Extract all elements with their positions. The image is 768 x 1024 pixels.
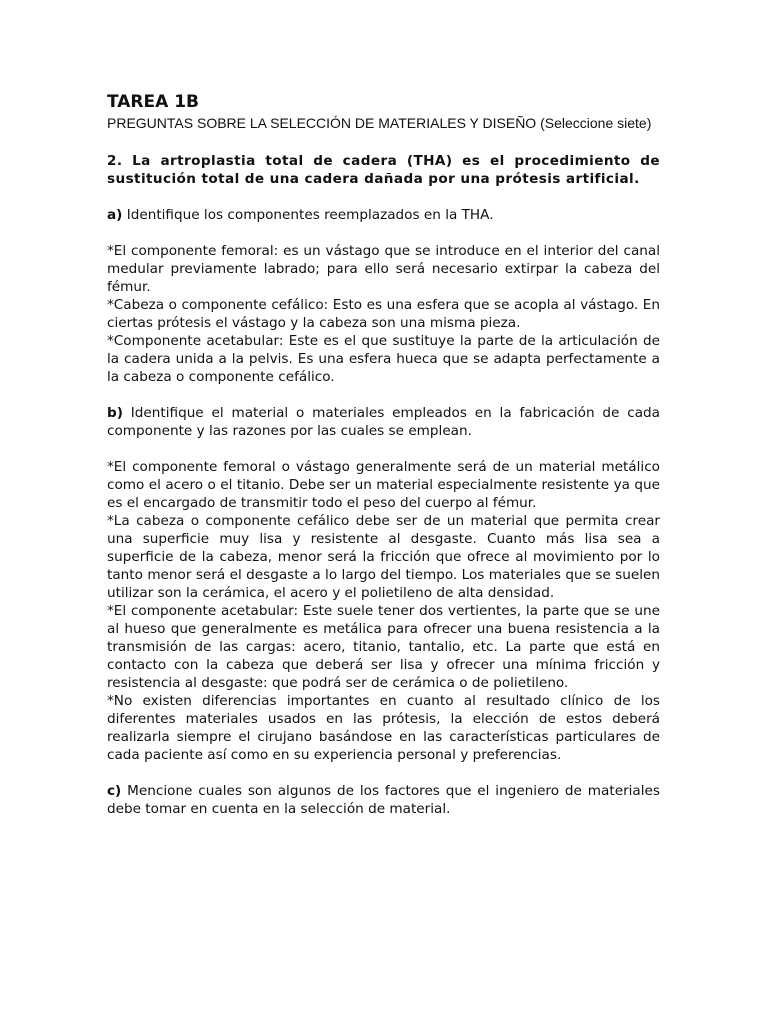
part-a-answer: *El componente femoral: es un vástago que se introduce en el interior del canal medular previamente labrado; para ello será necesario extirpar la cabeza del fémur. [107,243,660,295]
part-b-answer: *La cabeza o componente cefálico debe ser de un material que permita crear una superficie muy lisa y resistente al desgaste. Cuanto más lisa sea a superficie de la cabeza, menor será la fricción que ofrece al movimiento por lo tanto menor será el desgaste a lo largo del tiempo. Los materiales que se suelen utilizar son la cerámica, el acero y el polietileno de alta densidad. [107,513,660,601]
part-b-answers [107,458,660,764]
document-title: TAREA 1B [107,92,199,112]
part-a-prompt [107,206,660,224]
part-c-text: Mencione cuales son algunos de los factores que el ingeniero de materiales debe tomar en cuenta en la selección de material. [107,783,660,817]
part-b-answer: *El componente femoral o vástago generalmente será de un material metálico como el acero o el titanio. Debe ser un material especialmente resistente ya que es el encargado de transmitir todo el peso del cuerpo al fémur. [107,459,660,511]
part-b-prompt [107,404,660,440]
part-b-label: b) [107,405,123,421]
part-a-answers [107,242,660,386]
part-b-text: Identifique el material o materiales empleados en la fabricación de cada componente y las razones por las cuales se emplean. [107,405,660,439]
part-a-answer: *Componente acetabular: Este es el que sustituye la parte de la articulación de la cadera unida a la pelvis. Es una esfera hueca que se adapta perfectamente a la cabeza o componente cefálico. [107,333,660,385]
part-a-answer: *Cabeza o componente cefálico: Esto es una esfera que se acopla al vástago. En ciertas prótesis el vástago y la cabeza son una misma pieza. [107,297,660,331]
part-c-prompt [107,782,660,818]
part-a-label: a) [107,207,123,223]
question-heading: 2. La artroplastia total de cadera (THA) es el procedimiento de sustitución total de una cadera dañada por una prótesis artificial. [107,153,660,187]
part-a-text: Identifique los componentes reemplazados en la THA. [122,207,494,223]
part-c-label: c) [107,783,122,799]
document-subtitle: PREGUNTAS SOBRE LA SELECCIÓN DE MATERIALES Y DISEÑO (Seleccione siete) [107,115,652,131]
part-b-answer: *El componente acetabular: Este suele tener dos vertientes, la parte que se une al hueso que generalmente es metálica para ofrecer una buena resistencia a la transmisión de las cargas: acero, titanio, tantalio, etc. La parte que está en contacto con la cabeza que deberá ser lisa y ofrecer una mínima fricción y resistencia al desgaste: que podrá ser de cerámica o de polietileno. [107,603,660,691]
part-b-answer: *No existen diferencias importantes en cuanto al resultado clínico de los diferentes materiales usados en las prótesis, la elección de estos deberá realizarla siempre el cirujano basándose en las características particulares de cada paciente así como en su experiencia personal y preferencias. [107,693,660,763]
